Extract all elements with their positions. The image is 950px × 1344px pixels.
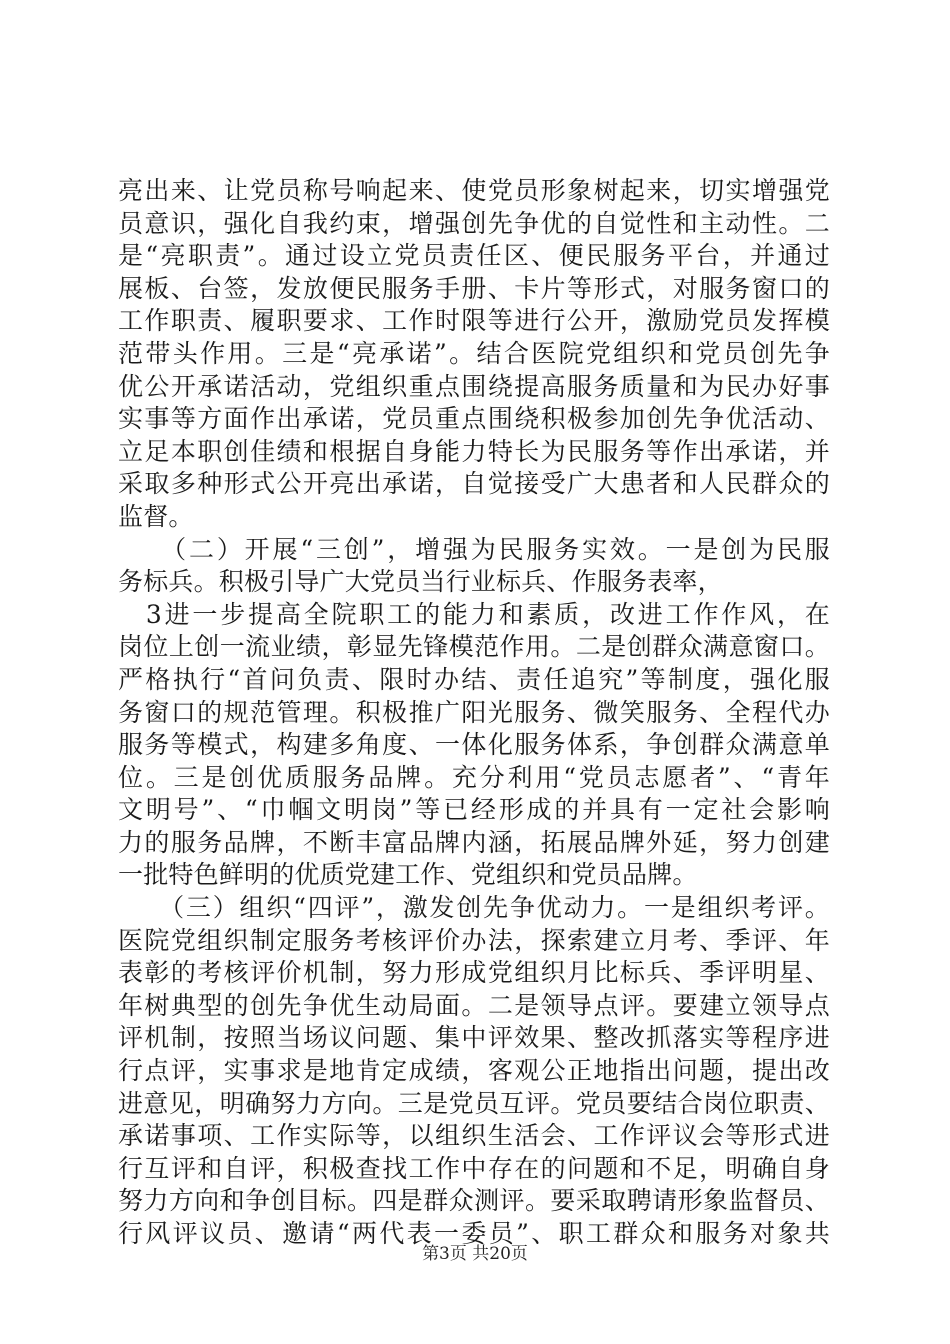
text-line: 文明号”、“巾帼文明岗”等已经形成的并具有一定社会影响 — [118, 795, 830, 825]
text-line: 采取多种形式公开亮出承诺，自觉接受广大患者和人民群众的 — [118, 469, 830, 499]
text-line: 一批特色鲜明的优质党建工作、党组织和党员品牌。 — [118, 860, 698, 890]
text-line: 严格执行“首问负责、限时办结、责任追究”等制度，强化服 — [118, 664, 830, 694]
text-line: 实事等方面作出承诺，党员重点围绕积极参加创先争优活动、 — [118, 404, 830, 434]
text-line: 服务等模式，构建多角度、一体化服务体系，争创群众满意单 — [118, 730, 830, 760]
text-line: 优公开承诺活动，党组织重点围绕提高服务质量和为民办好事 — [118, 371, 830, 401]
body-text — [118, 175, 830, 1251]
text-line: 努力方向和争创目标。四是群众测评。要采取聘请形象监督员、 — [118, 1186, 830, 1216]
text-line: 亮出来、让党员称号响起来、使党员形象树起来，切实增强党 — [118, 176, 830, 205]
text-line: 工作职责、履职要求、工作时限等进行公开，激励党员发挥模 — [118, 306, 830, 336]
text-line: 监督。 — [118, 501, 194, 531]
text-line: 员意识，强化自我约束，增强创先争优的自觉性和主动性。二 — [118, 208, 830, 238]
text-line: 进意见，明确努力方向。三是党员互评。党员要结合岗位职责、 — [118, 1088, 830, 1118]
text-line: 医院党组织制定服务考核评价办法，探索建立月考、季评、年 — [118, 925, 830, 955]
text-line: 年树典型的创先争优生动局面。二是领导点评。要建立领导点 — [118, 990, 830, 1020]
text-line: 力的服务品牌，不断丰富品牌内涵，拓展品牌外延，努力创建 — [118, 827, 830, 857]
text-line: 务标兵。积极引导广大党员当行业标兵、作服务表率， — [118, 567, 723, 597]
text-line: 是“亮职责”。通过设立党员责任区、便民服务平台，并通过 — [118, 241, 830, 271]
text-line: 承诺事项、工作实际等，以组织生活会、工作评议会等形式进 — [118, 1121, 830, 1151]
text-line: 行点评，实事求是地肯定成绩，客观公正地指出问题，提出改 — [118, 1056, 830, 1086]
text-line: 范带头作用。三是“亮承诺”。结合医院党组织和党员创先争 — [118, 338, 830, 368]
text-line: 展板、台签，发放便民服务手册、卡片等形式，对服务窗口的 — [118, 273, 830, 303]
text-line: 岗位上创一流业绩，彰显先锋模范作用。二是创群众满意窗口。 — [118, 632, 830, 662]
text-line: 行互评和自评，积极查找工作中存在的问题和不足，明确自身 — [118, 1153, 830, 1183]
page-footer: 第3页 共20页 — [422, 1244, 528, 1264]
text-line: （二）开展“三创”，增强为民服务实效。一是创为民服 — [118, 534, 830, 564]
text-line: 务窗口的规范管理。积极推广阳光服务、微笑服务、全程代办 — [118, 697, 830, 727]
text-line: （三）组织“四评”，激发创先争优动力。一是组织考评。 — [118, 893, 830, 923]
text-line: 表彰的考核评价机制，努力形成党组织月比标兵、季评明星、 — [118, 958, 830, 988]
text-line: 立足本职创佳绩和根据自身能力特长为民服务等作出承诺，并 — [118, 436, 830, 466]
text-line: 评机制，按照当场议问题、集中评效果、整改抓落实等程序进 — [118, 1023, 830, 1053]
text-line: 3进一步提高全院职工的能力和素质，改进工作作风，在 — [118, 599, 830, 629]
text-line: 位。三是创优质服务品牌。充分利用“党员志愿者”、“青年 — [118, 762, 830, 792]
text-line: 行风评议员、邀请“两代表一委员”、职工群众和服务对象共 — [118, 1219, 830, 1248]
